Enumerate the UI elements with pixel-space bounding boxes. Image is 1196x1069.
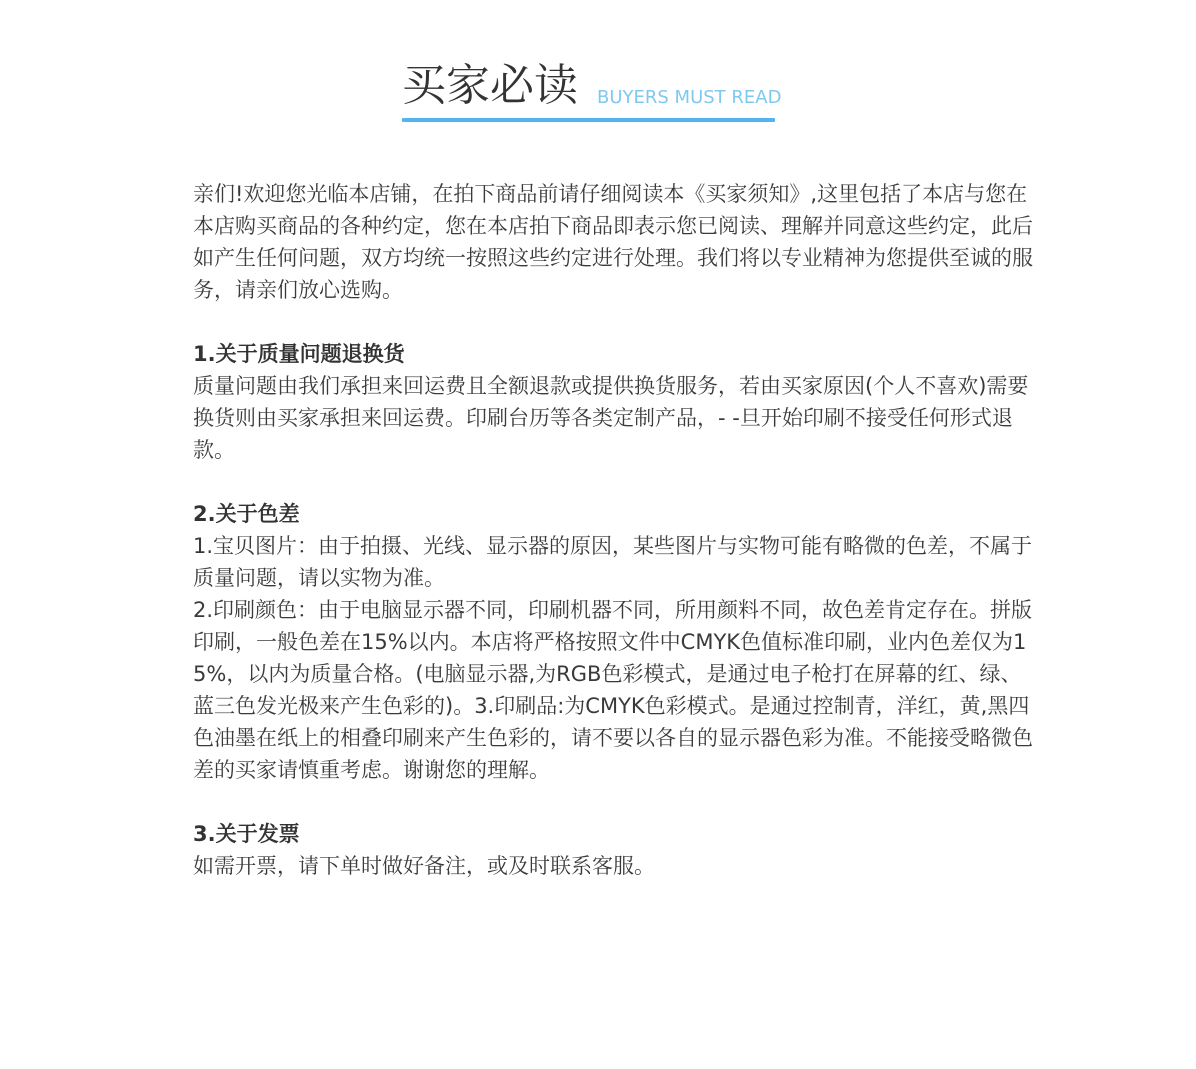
- section-paragraph: 1.宝贝图片：由于拍摄、光线、显示器的原因，某些图片与实物可能有略微的色差，不属于质量问题，请以实物为准。: [193, 534, 1033, 590]
- section-paragraph: 2.印刷颜色：由于电脑显示器不同，印刷机器不同，所用颜料不同，故色差肯定存在。拼版印刷，一般色差在15%以内。本店将严格按照文件中CMYK色值标准印刷，业内色差仅为15%，以内为质量合格。(电脑显示器,为RGB色彩模式，是通过电子枪打在屏幕的红、绿、蓝三色发光极来产生色彩的)。3.印刷品:为CMYK色彩模式。是通过控制青，洋红，黄,黑四色油墨在纸上的相叠印刷来产生色彩的，请不要以各自的显示器色彩为准。不能接受略微色差的买家请慎重考虑。谢谢您的理解。: [193, 598, 1033, 782]
- section-title: 1.关于质量问题退换货: [193, 342, 405, 366]
- section-paragraph: 质量问题由我们承担来回运费且全额退款或提供换货服务，若由买家原因(个人不喜欢)需要换货则由买家承担来回运费。印刷台历等各类定制产品，- -旦开始印刷不接受任何形式退款。: [193, 374, 1029, 462]
- section-quality-returns: [193, 338, 1038, 466]
- page-title: 买家必读: [402, 60, 578, 111]
- page-header: [402, 58, 782, 122]
- section-title: 2.关于色差: [193, 502, 300, 526]
- title-underline: [402, 118, 775, 122]
- section-invoice: [193, 818, 1038, 882]
- section-title: 3.关于发票: [193, 822, 300, 846]
- intro-paragraph: 亲们!欢迎您光临本店铺，在拍下商品前请仔细阅读本《买家须知》,这里包括了本店与您在本店购买商品的各种约定，您在本店拍下商品即表示您已阅读、理解并同意这些约定，此后如产生任何问题，双方均统一按照这些约定进行处理。我们将以专业精神为您提供至诚的服务，请亲们放心选购。: [193, 182, 1033, 302]
- section-paragraph: 如需开票，请下单时做好备注，或及时联系客服。: [193, 854, 655, 878]
- notice-content: [193, 178, 1038, 882]
- page-subtitle: BUYERS MUST READ: [597, 87, 782, 108]
- section-color-difference: [193, 498, 1038, 786]
